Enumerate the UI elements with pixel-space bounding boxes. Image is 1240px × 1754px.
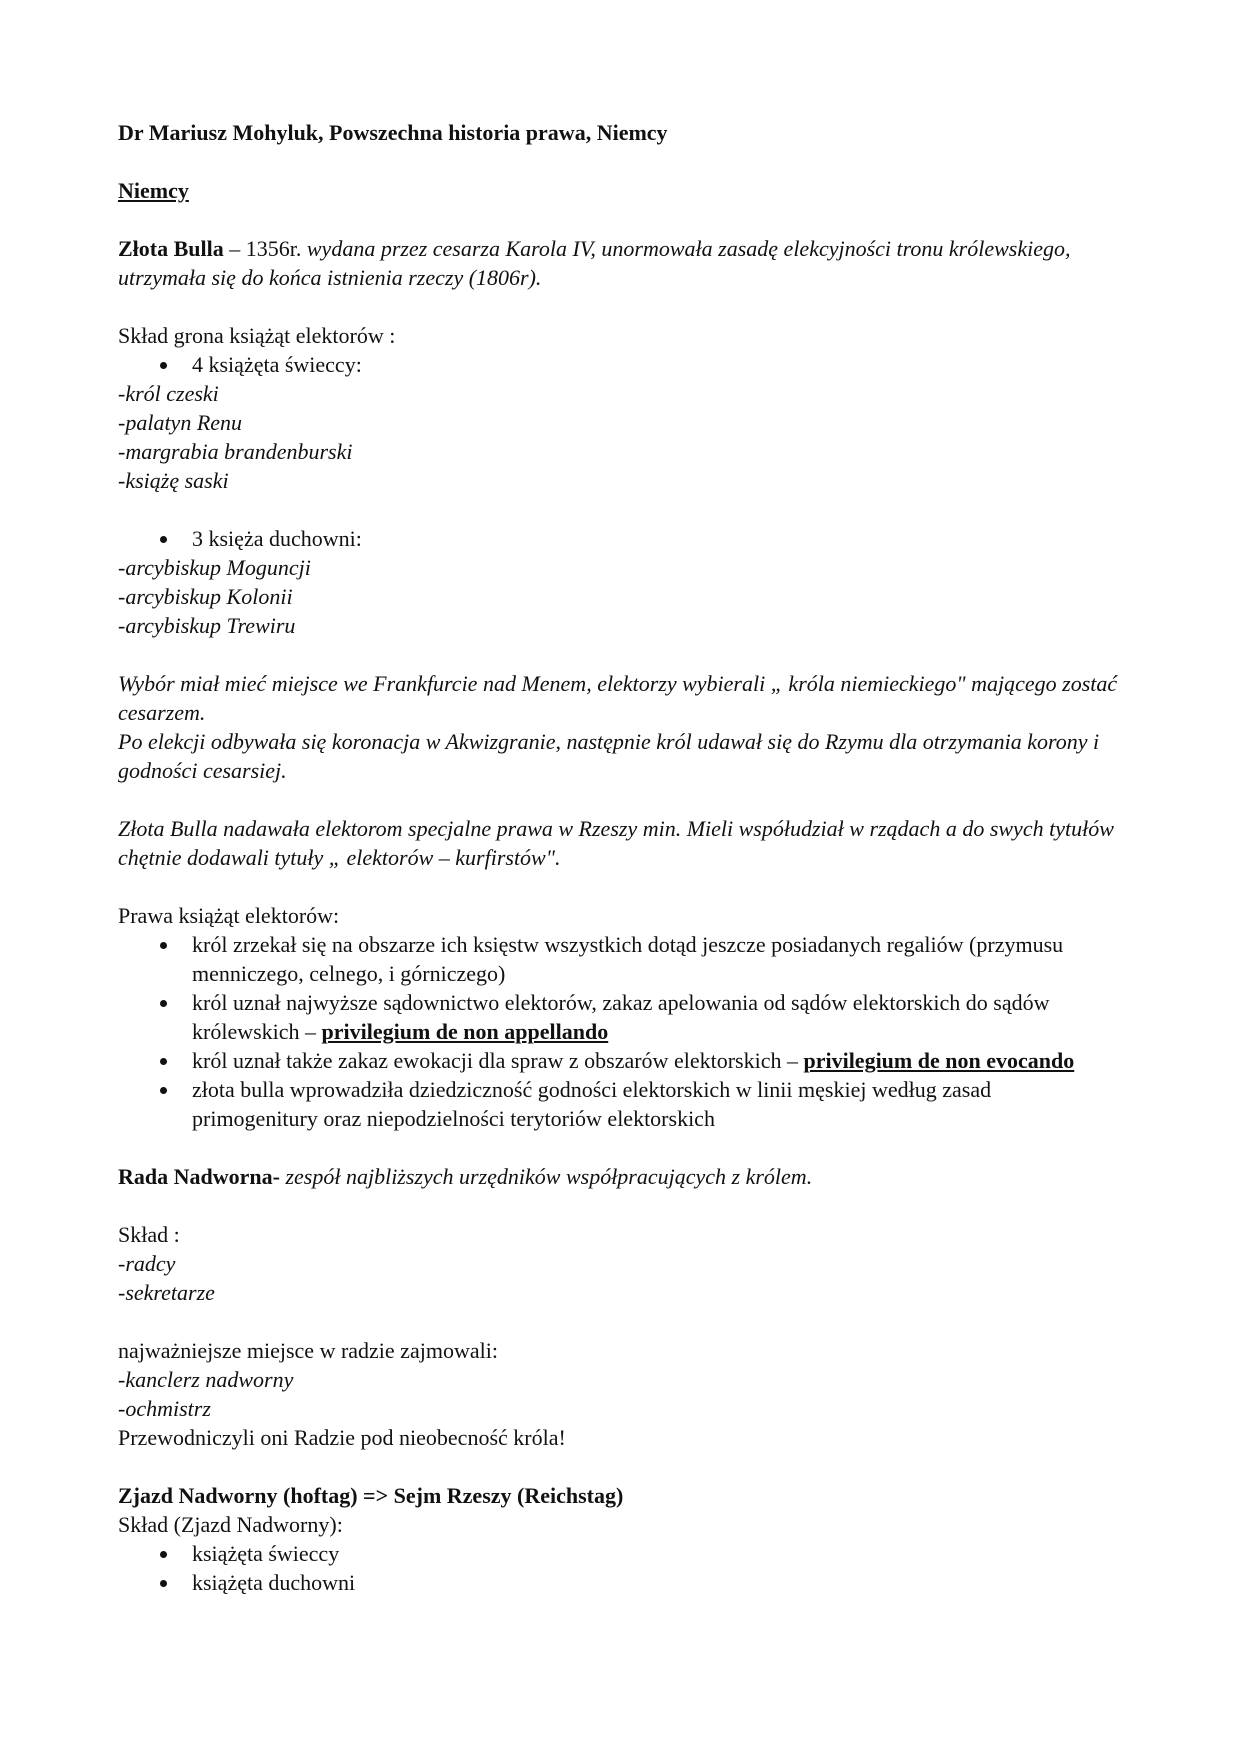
zlota-bulla-paragraph	[118, 234, 1118, 292]
rada-term: Rada Nadworna-	[118, 1164, 280, 1189]
election-paragraph-1: Wybór miał mieć miejsce we Frankfurcie nad Menem, elektorzy wybierali „ króla niemieckiego" mającego zostać cesarzem.	[118, 671, 1118, 725]
rights-item: złota bulla wprowadziła dziedziczność godności elektorskich w linii męskiej według zasad primogenitury oraz niepodzielności terytoriów elektorskich	[118, 1075, 1118, 1133]
document-title: Dr Mariusz Mohyluk, Powszechna historia prawa, Niemcy	[118, 120, 668, 145]
election-paragraph-2: Po elekcji odbywała się koronacja w Akwizgranie, następnie król udawał się do Rzymu dla otrzymania korony i godności cesarsiej.	[118, 729, 1100, 783]
zjazd-item: książęta duchowni	[118, 1568, 1118, 1597]
rada-desc: zespół najbliższych urzędników współpracujących z królem.	[279, 1164, 813, 1189]
zjazd-item: książęta świeccy	[118, 1539, 1118, 1568]
zlota-bulla-term: Złota Bulla	[118, 236, 224, 261]
rada-sklad-item: -sekretarze	[118, 1280, 215, 1305]
rada-important-label: najważniejsze miejsce w radzie zajmowali:	[118, 1338, 498, 1363]
zlota-bulla-desc: wydana przez cesarza Karola IV, unormowała zasadę elekcyjności tronu królewskiego, utrzymała się do końca istnienia rzeczy (1806r).	[118, 236, 1071, 290]
rights-paragraph: Złota Bulla nadawała elektorom specjalne prawa w Rzeszy min. Mieli współudział w rządach a do swych tytułów chętnie dodawali tytuły „ elektorów – kurfirstów".	[118, 816, 1114, 870]
clergy-item: -arcybiskup Kolonii	[118, 584, 293, 609]
rights-list	[118, 930, 1118, 1133]
clergy-item: -arcybiskup Trewiru	[118, 613, 296, 638]
clergy-item: -arcybiskup Moguncji	[118, 555, 311, 580]
privilege-term: privilegium de non evocando	[803, 1048, 1075, 1073]
zlota-bulla-year: – 1356r.	[223, 236, 307, 261]
document-page	[118, 118, 1118, 1597]
electors-intro: Skład grona książąt elektorów :	[118, 323, 396, 348]
rada-paragraph	[118, 1162, 1118, 1191]
rights-item: król uznał najwyższe sądownictwo elektorów, zakaz apelowania od sądów elektorskich do sądów królewskich – privilegium de non appellando	[118, 988, 1118, 1046]
zjazd-heading: Zjazd Nadworny (hoftag) => Sejm Rzeszy (Reichstag)	[118, 1483, 624, 1508]
rights-item: król zrzekał się na obszarze ich księstw wszystkich dotąd jeszcze posiadanych regaliów (przymusu menniczego, celnego, i górniczego)	[118, 930, 1118, 988]
rada-note: Przewodniczyli oni Radzie pod nieobecność króla!	[118, 1425, 566, 1450]
rada-sklad-item: -radcy	[118, 1251, 176, 1276]
secular-item: -margrabia brandenburski	[118, 439, 353, 464]
secular-item: -król czeski	[118, 381, 219, 406]
privilege-term: privilegium de non appellando	[321, 1019, 609, 1044]
rights-item: król uznał także zakaz ewokacji dla spraw z obszarów elektorskich – privilegium de non evocando	[118, 1046, 1118, 1075]
rada-sklad-label: Skład :	[118, 1222, 180, 1247]
rights-intro: Prawa książąt elektorów:	[118, 903, 340, 928]
zjazd-sklad-label: Skład (Zjazd Nadworny):	[118, 1512, 343, 1537]
rada-important-item: -kanclerz nadworny	[118, 1367, 294, 1392]
secular-item: -palatyn Renu	[118, 410, 243, 435]
zjazd-list	[118, 1539, 1118, 1597]
clergy-bullet: 3 księża duchowni:	[118, 524, 1118, 553]
secular-bullet: 4 książęta świeccy:	[118, 350, 1118, 379]
rada-important-item: -ochmistrz	[118, 1396, 211, 1421]
section-heading: Niemcy	[118, 178, 189, 203]
secular-item: -książę saski	[118, 468, 229, 493]
